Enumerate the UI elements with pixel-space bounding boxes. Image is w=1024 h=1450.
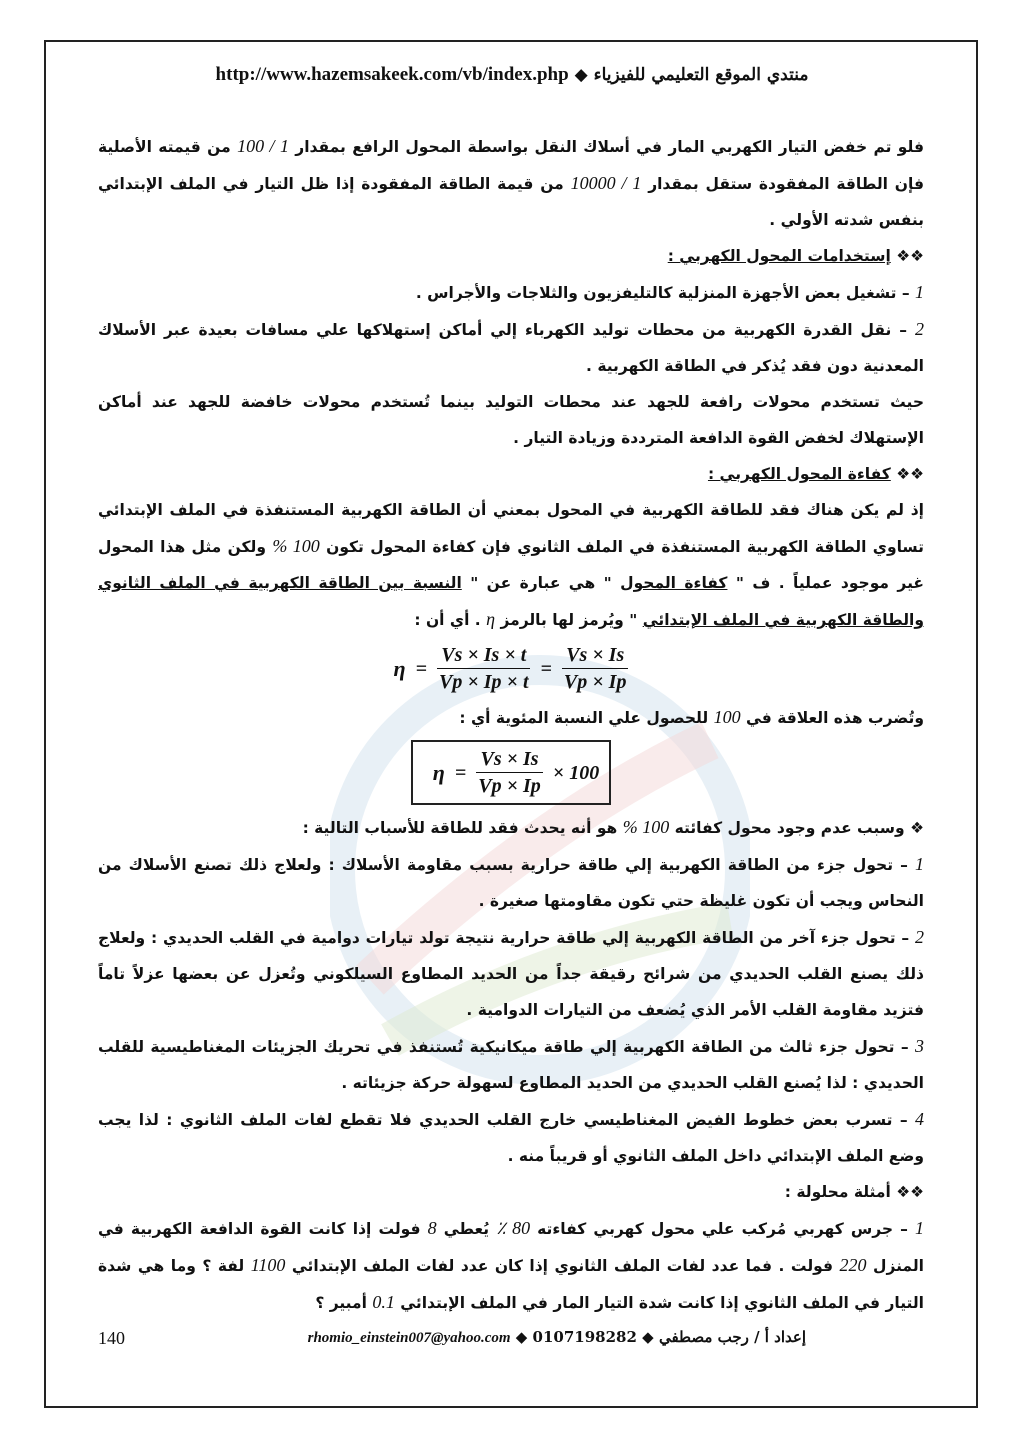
reasons-heading: ❖ وسبب عدم وجود محول كفائته 100 % هو أنه يحدث فقد للطاقة للأسباب التالية : <box>302 817 924 837</box>
page-number: 140 <box>98 1328 125 1348</box>
efficiency-paragraph: إذ لم يكن هناك فقد للطاقة الكهربية في المحول بمعني أن الطاقة الكهربية المستنفذة في الملف الإبتدائي تساوي الطاقة الكهربية المستنفذة في الملف الثانوي فإن كفاءة المحول تكون 100 % ولكن مثل هذا المحول غير موجود عملياً . ف " كفاءة المحول " هي عبارة عن " النسبة بين الطاقة الكهربية في الملف الثانوي والطاقة الكهربية في الملف الإبتدائي " ويُرمز لها بالرمز η . أي أن : <box>98 501 924 629</box>
reason-item-2: 2 – تحول جزء آخر من الطاقة الكهربية إلي طاقة حرارية نتيجة تولد تيارات دوامية في القلب الحديدي : ولعلاج ذلك يصنع القلب الحديدي من شرائح رقيقة جداً من الحديد المطاوع السيلكوني وتُعزل عن بعضها عزلاً تاماً فتزيد مقاومة القلب الأمر الذي يُضعف من التيارات الدوامية . <box>98 927 924 1019</box>
intro-paragraph: فلو تم خفض التيار الكهربي المار في أسلاك النقل بواسطة المحول الرافع بمقدار 1 / 100 من قيمته الأصلية فإن الطاقة المفقودة ستقل بمقدار 1 / 10000 من قيمة الطاقة المفقودة إذا ظل التيار في الملف الإبتدائي بنفس شدته الأولي . <box>98 136 924 229</box>
efficiency-heading: ❖❖ كفاءة المحول الكهربي : <box>707 465 924 483</box>
forum-name: منتدي الموقع التعليمي للفيزياء <box>593 65 809 85</box>
use-item-2: 2 – نقل القدرة الكهربية من محطات توليد الكهرباء إلي أماكن إستهلاكها علي مسافات بعيدة عبر الأسلاك المعدنية دون فقد يُذكر في الطاقة الكهربية . <box>98 319 924 375</box>
percentage-paragraph: وتُضرب هذه العلاقة في 100 للحصول علي النسبة المئوية أي : <box>459 707 924 727</box>
uses-paragraph: حيث تستخدم محولات رافعة للجهد عند محطات التوليد بينما تُستخدم محولات خافضة للجهد عند أماكن الإستهلاك لخفض القوة الدافعة المترددة وزيادة التيار . <box>98 393 924 447</box>
bullet-icon: ◆ <box>574 65 588 85</box>
bullet-icon: ◆ <box>642 1328 654 1346</box>
reason-item-3: 3 – تحول جزء ثالث من الطاقة الكهربية إلي طاقة ميكانيكية تُستنفذ في تحريك الجزيئات المغناطيسية للقلب الحديدي : لذا يُصنع القلب الحديدي من الحديد المطاوع لسهولة حركة جزيئاته . <box>98 1036 924 1092</box>
reason-item-4: 4 – تسرب بعض خطوط الفيض المغناطيسي خارج القلب الحديدي فلا تقطع لفات الملف الثانوي : لذا يجب وضع الملف الإبتدائي داخل الملف الثانوي أو قريباً منه . <box>98 1109 924 1165</box>
diamond-bullet-icon: ❖ <box>910 819 924 837</box>
efficiency-percent-formula: η = $\frac{Vs \times Is}{Vp \times Ip}$ × 100 <box>98 740 924 805</box>
diamond-bullet-icon: ❖❖ <box>896 1183 924 1201</box>
efficiency-formula: η = $\frac{Vs \times Is \times t}{Vp \times Ip \times t}$ = $\frac{Vs \times Is}{Vp \times Ip}$ <box>393 644 627 693</box>
uses-heading: ❖❖ إستخدامات المحول الكهربي : <box>667 247 924 265</box>
examples-heading: ❖❖ أمثلة محلولة : <box>784 1183 924 1201</box>
page-content <box>98 128 924 1321</box>
use-item-1: 1 – تشغيل بعض الأجهزة المنزلية كالتليفزيون والثلاجات والأجراس . <box>415 282 924 302</box>
diamond-bullet-icon: ❖❖ <box>896 247 924 265</box>
author-email[interactable]: rhomio_einstein007@yahoo.com <box>307 1330 511 1346</box>
phone-number: 0107198282 <box>532 1328 637 1346</box>
bullet-icon: ◆ <box>515 1328 528 1346</box>
page-footer <box>98 1328 926 1354</box>
diamond-bullet-icon: ❖❖ <box>896 465 924 483</box>
example-item-1: 1 – جرس كهربي مُركب علي محول كهربي كفاءته 80 ٪ يُعطي 8 فولت إذا كانت القوة الدافعة الكهربية في المنزل 220 فولت . فما عدد لفات الملف الثانوي إذا كان عدد لفات الملف الإبتدائي 1100 لفة ؟ وما هي شدة التيار في الملف الثانوي إذا كانت شدة التيار المار في الملف الإبتدائي 0.1 أمبير ؟ <box>98 1218 924 1312</box>
reason-item-1: 1 – تحول جزء من الطاقة الكهربية إلي طاقة حرارية بسبب مقاومة الأسلاك : ولعلاج ذلك تصنع الأسلاك من النحاس ويجب أن تكون غليظة حتي تكون مقاومتها صغيرة . <box>98 854 924 910</box>
page-header <box>0 64 1024 86</box>
author-credit: إعداد أ / رجب مصطفي ◆ 0107198282 ◆ rhomio_einstein007@yahoo.com <box>307 1328 806 1346</box>
site-url[interactable]: http://www.hazemsakeek.com/vb/index.php <box>215 64 569 85</box>
